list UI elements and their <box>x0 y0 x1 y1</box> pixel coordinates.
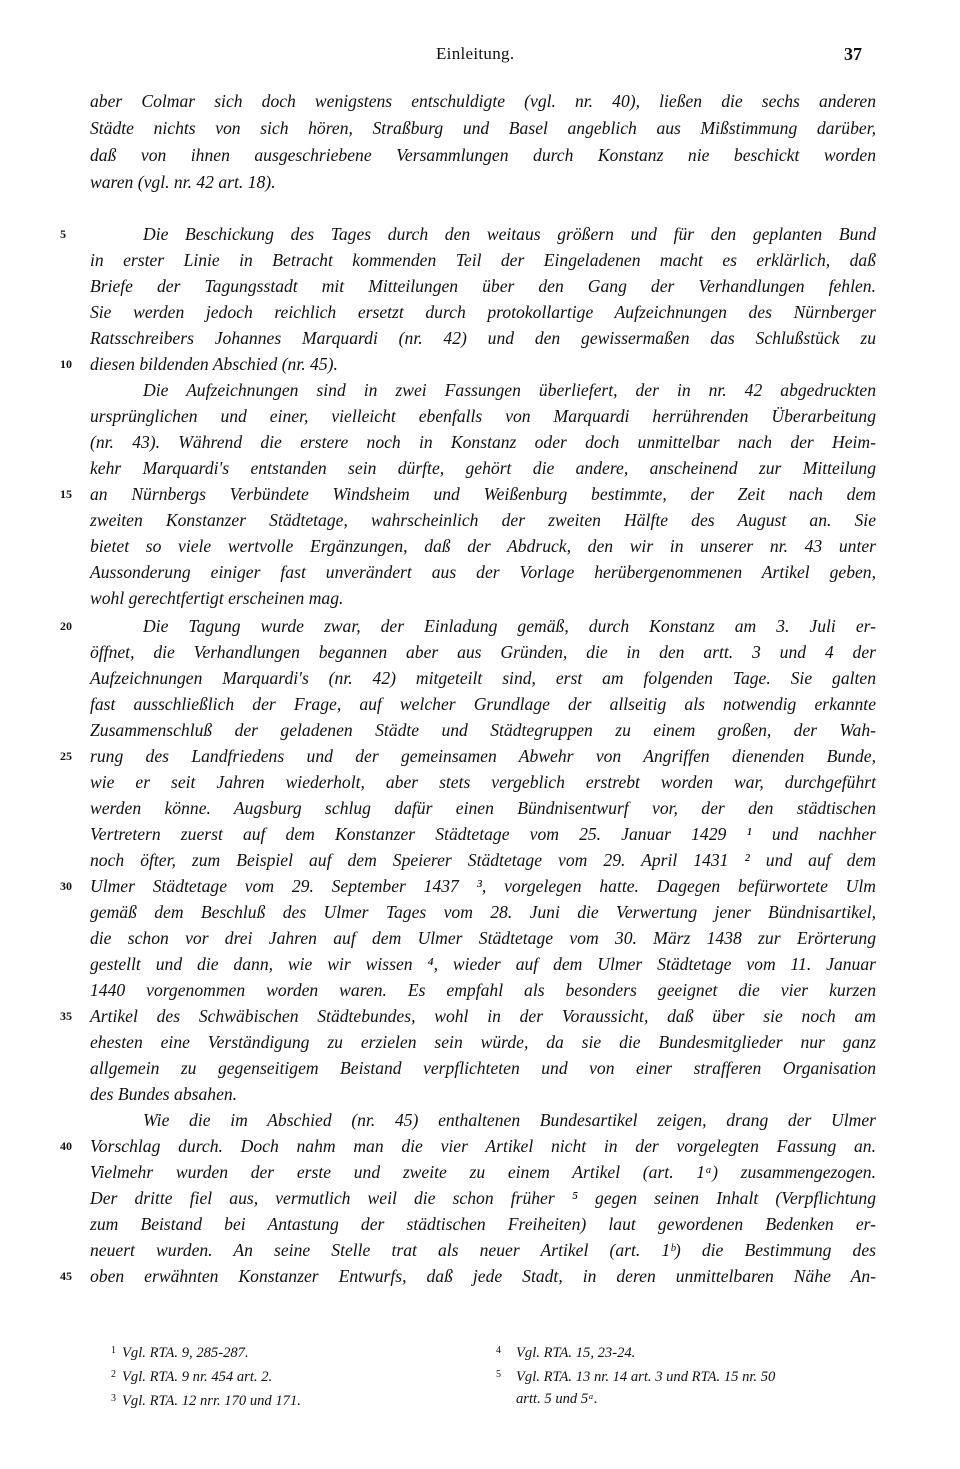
footnote-mark: 5 <box>496 1369 501 1380</box>
text-line: zweiten Konstanzer Städtetage, wahrscheinlich der zweiten Hälfte des August an. Sie <box>90 510 876 530</box>
text-line: in erster Linie in Betracht kommenden Teil der Eingeladenen macht es erklärlich, daß <box>90 250 876 270</box>
footnote-mark: 1 <box>111 1345 116 1356</box>
text-line: noch öfter, zum Beispiel auf dem Speierer Städtetage vom 29. April 1431 ² und auf dem <box>90 850 876 870</box>
text-line: Ratsschreibers Johannes Marquardi (nr. 42) und den gewissermaßen das Schlußstück zu <box>90 328 876 348</box>
footnote <box>496 1364 775 1386</box>
line-number: 30 <box>60 879 72 893</box>
text-line: Artikel des Schwäbischen Städtebundes, wohl in der Voraussicht, daß über sie noch am <box>90 1006 876 1026</box>
text-line: waren (vgl. nr. 42 art. 18). <box>90 172 276 192</box>
text-line: Briefe der Tagungsstadt mit Mitteilungen über den Gang der Verhandlungen fehlen. <box>90 276 876 296</box>
footnote-text: Vgl. RTA. 9 nr. 454 art. 2. <box>122 1369 273 1385</box>
text-line: wohl gerechtfertigt erscheinen mag. <box>90 588 344 608</box>
line-number: 10 <box>60 357 72 371</box>
footnote-mark: 2 <box>111 1369 116 1380</box>
footnote-mark: 4 <box>496 1345 501 1356</box>
text-line: an Nürnbergs Verbündete Windsheim und Weißenburg bestimmte, der Zeit nach dem <box>90 484 876 504</box>
footnote <box>100 1364 272 1386</box>
text-line: (nr. 43). Während die erstere noch in Konstanz oder doch unmittelbar nach der Heim- <box>90 432 876 452</box>
running-head-title: Einleitung. <box>436 44 515 63</box>
text-line: neuert wurden. An seine Stelle trat als neuer Artikel (art. 1ᵇ) die Bestimmung des <box>90 1240 876 1260</box>
text-line: ursprünglichen und einer, vielleicht ebenfalls von Marquardi herrührenden Überarbeitung <box>90 406 876 426</box>
text-line: Zusammenschluß der geladenen Städte und Städtegruppen zu einem großen, der Wah- <box>90 720 876 740</box>
text-line: diesen bildenden Abschied (nr. 45). <box>90 354 338 374</box>
text-line: Städte nichts von sich hören, Straßburg und Basel angeblich aus Mißstimmung darüber, <box>90 118 876 138</box>
footnote <box>100 1340 249 1362</box>
text-line: Ulmer Städtetage vom 29. September 1437 ³, vorgelegen hatte. Dagegen befürwortete Ulm <box>90 876 876 896</box>
text-line: kehr Marquardi's entstanden sein dürfte, gehört die andere, anscheinend zur Mitteilung <box>90 458 876 478</box>
text-line: Wie die im Abschied (nr. 45) enthaltenen Bundesartikel zeigen, drang der Ulmer <box>143 1110 876 1130</box>
line-number: 15 <box>60 487 72 501</box>
text-line: Die Beschickung des Tages durch den weitaus größern und für den geplanten Bund <box>143 224 876 244</box>
footnote-text: Vgl. RTA. 9, 285-287. <box>122 1345 249 1361</box>
text-line: aber Colmar sich doch wenigstens entschuldigte (vgl. nr. 40), ließen die sechs anderen <box>90 91 876 111</box>
footnote-text: Vgl. RTA. 12 nrr. 170 und 171. <box>122 1393 301 1409</box>
text-line: werden könne. Augsburg schlug dafür einen Bündnisentwurf vor, der den städtischen <box>90 798 876 818</box>
text-line: gestellt und die dann, wie wir wissen ⁴, wieder auf dem Ulmer Städtetage vom 11. Januar <box>90 954 876 974</box>
line-number: 20 <box>60 619 72 633</box>
text-line: Vielmehr wurden der erste und zweite zu einem Artikel (art. 1ᵃ) zusammengezogen. <box>90 1162 876 1182</box>
text-line: daß von ihnen ausgeschriebene Versammlungen durch Konstanz nie beschickt worden <box>90 145 876 165</box>
footnote <box>496 1340 635 1362</box>
text-line: Sie werden jedoch reichlich ersetzt durch protokollartige Aufzeichnungen des Nürnberger <box>90 302 876 322</box>
text-line: die schon vor drei Jahren auf dem Ulmer Städtetage vom 30. März 1438 zur Erörterung <box>90 928 876 948</box>
text-line: Aussonderung einiger fast unverändert aus der Vorlage herübergenommenen Artikel geben, <box>90 562 876 582</box>
text-line: gemäß dem Beschluß des Ulmer Tages vom 28. Juni die Verwertung jener Bündnisartikel, <box>90 902 876 922</box>
text-line: des Bundes absahen. <box>90 1084 238 1104</box>
line-number: 35 <box>60 1009 72 1023</box>
text-line: Vertretern zuerst auf dem Konstanzer Städtetage vom 25. Januar 1429 ¹ und nachher <box>90 824 876 844</box>
text-line: wie er seit Jahren wiederholt, aber stets vergeblich erstrebt worden war, durchgeführt <box>90 772 876 792</box>
footnote-text: artt. 5 und 5ᵃ. <box>516 1391 598 1407</box>
text-line: Aufzeichnungen Marquardi's (nr. 42) mitgeteilt sind, erst am folgenden Tage. Sie galten <box>90 668 876 688</box>
text-line: Die Tagung wurde zwar, der Einladung gemäß, durch Konstanz am 3. Juli er- <box>143 616 876 636</box>
text-line: fast ausschließlich der Frage, auf welcher Grundlage der allseitig als notwendig erkannte <box>90 694 876 714</box>
text-line: rung des Landfriedens und der gemeinsamen Abwehr von Angriffen dienenden Bunde, <box>90 746 876 766</box>
text-line: oben erwähnten Konstanzer Entwurfs, daß jede Stadt, in deren unmittelbaren Nähe An- <box>90 1266 876 1286</box>
text-line: 1440 vorgenommen worden waren. Es empfahl als besonders geeignet die vier kurzen <box>90 980 876 1000</box>
line-number: 25 <box>60 749 72 763</box>
footnote-text: Vgl. RTA. 15, 23-24. <box>516 1345 636 1361</box>
footnote <box>100 1388 301 1410</box>
line-number: 5 <box>60 227 66 241</box>
line-number: 40 <box>60 1139 72 1153</box>
text-line: zum Beistand bei Antastung der städtischen Freiheiten) laut gewordenen Bedenken er- <box>90 1214 876 1234</box>
text-line: Der dritte fiel aus, vermutlich weil die schon früher ⁵ gegen seinen Inhalt (Verpflichtung <box>90 1188 876 1208</box>
text-line: ehesten eine Verständigung zu erzielen sein würde, da sie die Bundesmitglieder nur ganz <box>90 1032 876 1052</box>
text-line: allgemein zu gegenseitigem Beistand verpflichteten und von einer strafferen Organisation <box>90 1058 876 1078</box>
text-line: Die Aufzeichnungen sind in zwei Fassungen überliefert, der in nr. 42 abgedruckten <box>143 380 876 400</box>
text-line: Vorschlag durch. Doch nahm man die vier Artikel nicht in der vorgelegten Fassung an. <box>90 1136 876 1156</box>
text-line: bietet so viele wertvolle Ergänzungen, daß der Abdruck, den wir in unserer nr. 43 unter <box>90 536 876 556</box>
page-number: 37 <box>844 44 862 64</box>
footnote <box>496 1388 598 1410</box>
footnote-text: Vgl. RTA. 13 nr. 14 art. 3 und RTA. 15 nr. 50 <box>516 1369 776 1385</box>
text-line: öffnet, die Verhandlungen begannen aber aus Gründen, die in den artt. 3 und 4 der <box>90 642 876 662</box>
line-number: 45 <box>60 1269 72 1283</box>
footnote-mark: 3 <box>111 1393 116 1404</box>
